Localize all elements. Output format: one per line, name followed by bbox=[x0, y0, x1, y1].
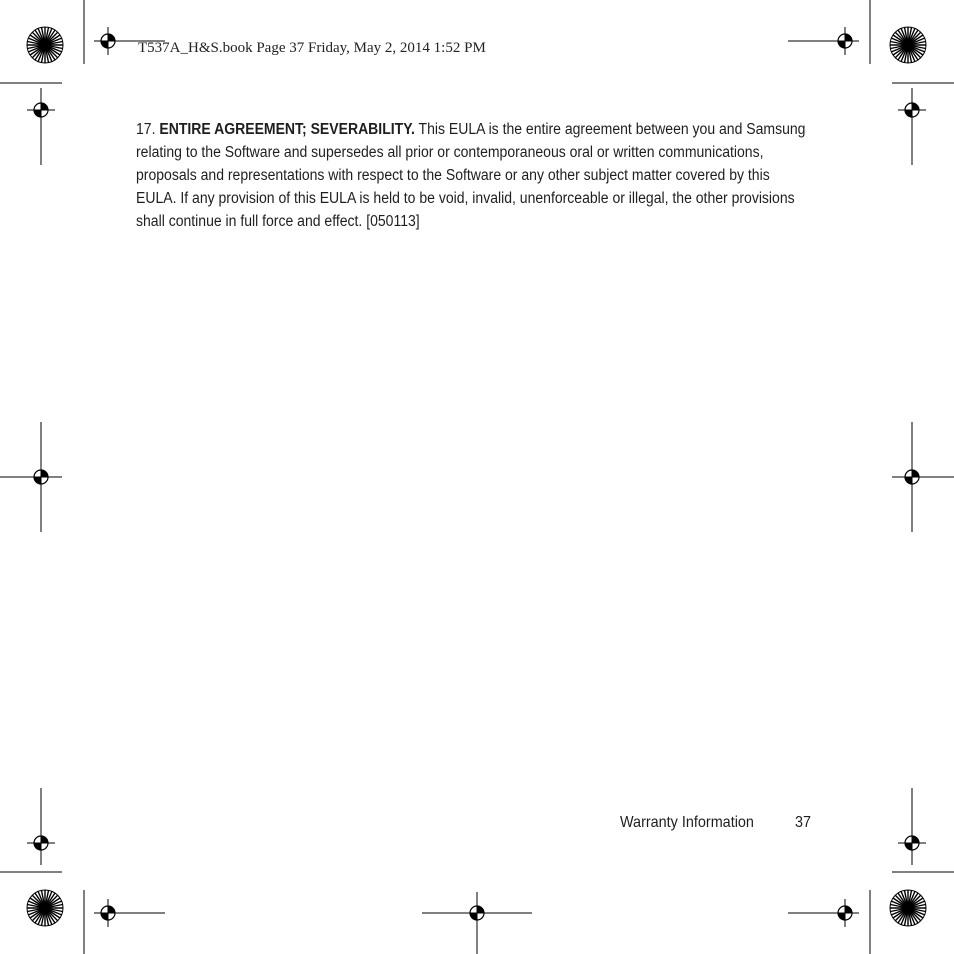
footer-section-title: Warranty Information bbox=[620, 814, 754, 831]
page-number: 37 bbox=[795, 814, 812, 831]
section-body: This EULA is the entire agreement between you and Samsung relating to the Software and supersedes all prior or contemporaneous oral or written communications, proposals and representations with respect to the Software or any other subject matter covered by this EULA. If any provision of this EULA is held to be void, invalid, unenforceable or illegal, the other provisions shall continue in full force and effect. [050113] bbox=[136, 121, 806, 230]
section-number: 17. bbox=[136, 121, 156, 138]
book-slug: T537A_H&S.book Page 37 Friday, May 2, 2014 1:52 PM bbox=[138, 40, 486, 56]
section-paragraph bbox=[136, 118, 812, 233]
section-heading: ENTIRE AGREEMENT; SEVERABILITY. bbox=[159, 121, 415, 138]
